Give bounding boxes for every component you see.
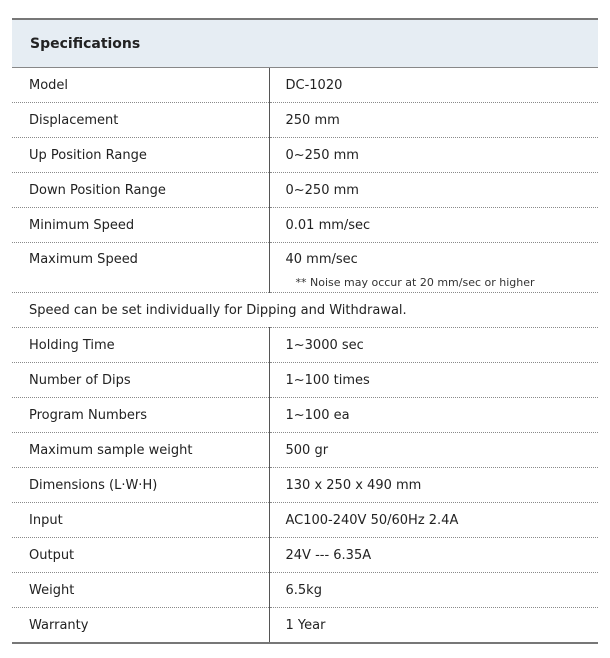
spec-row-speed-note	[12, 293, 598, 328]
spec-label: Displacement	[12, 103, 269, 138]
spec-row-program-numbers	[12, 398, 598, 433]
noise-note: ** Noise may occur at 20 mm/sec or higher	[295, 276, 535, 289]
spec-row-up-position-range	[12, 138, 598, 173]
spec-value: AC100-240V 50/60Hz 2.4A	[269, 503, 598, 538]
spec-value: 24V --- 6.35A	[269, 538, 598, 573]
spec-label: Maximum Speed	[12, 243, 269, 293]
spec-value: 0~250 mm	[269, 173, 598, 208]
spec-row-minimum-speed	[12, 208, 598, 243]
spec-row-down-position-range	[12, 173, 598, 208]
spec-label: Number of Dips	[12, 363, 269, 398]
spec-label: Dimensions (L·W·H)	[12, 468, 269, 503]
spec-row-holding-time	[12, 328, 598, 363]
spec-row-maximum-sample-weight	[12, 433, 598, 468]
spec-row-output	[12, 538, 598, 573]
spec-value: 0.01 mm/sec	[269, 208, 598, 243]
spec-row-input	[12, 503, 598, 538]
spec-value: 40 mm/sec	[285, 252, 358, 267]
spec-label: Down Position Range	[12, 173, 269, 208]
spec-row-model	[12, 68, 598, 103]
specifications-table	[12, 18, 598, 644]
table-title: Specifications	[12, 19, 598, 68]
spec-value: 1~100 times	[269, 363, 598, 398]
spec-label: Program Numbers	[12, 398, 269, 433]
speed-note: Speed can be set individually for Dipping and Withdrawal.	[12, 293, 598, 328]
spec-label: Up Position Range	[12, 138, 269, 173]
spec-label: Warranty	[29, 617, 89, 633]
spec-label: Input	[12, 503, 269, 538]
spec-label: Minimum Speed	[12, 208, 269, 243]
spec-label: Holding Time	[12, 328, 269, 363]
spec-value-cell	[269, 243, 598, 293]
spec-value: 1~100 ea	[269, 398, 598, 433]
spec-row-maximum-speed	[12, 243, 598, 293]
spec-row-displacement	[12, 103, 598, 138]
spec-value: 1 Year	[269, 608, 598, 644]
header-row	[12, 19, 598, 68]
spec-value: 6.5kg	[269, 573, 598, 608]
spec-value: 0~250 mm	[269, 138, 598, 173]
spec-value: 130 x 250 x 490 mm	[269, 468, 598, 503]
spec-row-dimensions	[12, 468, 598, 503]
spec-row-number-of-dips	[12, 363, 598, 398]
spec-value: 1~3000 sec	[269, 328, 598, 363]
spec-value: 250 mm	[269, 103, 598, 138]
spec-label: Weight	[12, 573, 269, 608]
spec-label: Maximum sample weight	[12, 433, 269, 468]
spec-label: Output	[12, 538, 269, 573]
spec-value: 500 gr	[269, 433, 598, 468]
spec-row-warranty	[12, 608, 598, 644]
spec-label: Model	[12, 68, 269, 103]
spec-row-weight	[12, 573, 598, 608]
spec-value: DC-1020	[269, 68, 598, 103]
